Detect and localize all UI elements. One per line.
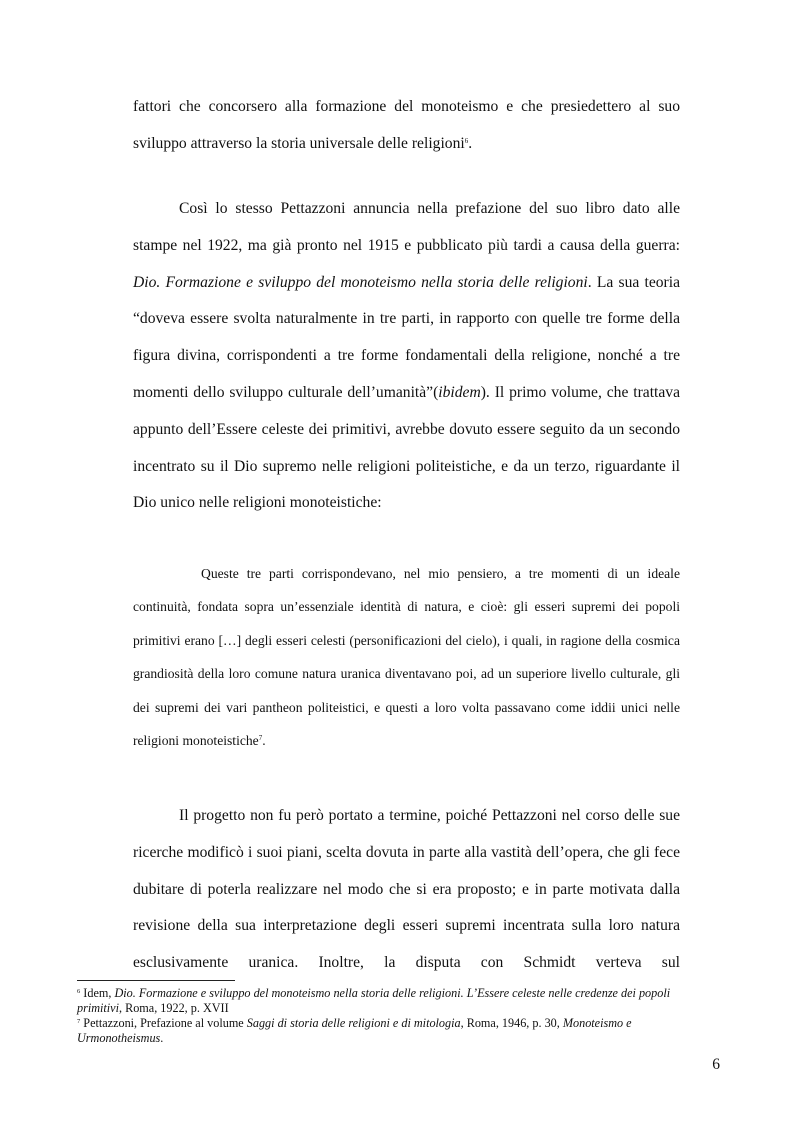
paragraph-text: Così lo stesso Pettazzoni annuncia nella prefazione del suo libro dato alle stampe nel 1922, ma già pronto nel 1915 e pubblicato più tardi a causa della guerra: <box>133 200 680 254</box>
footnote-number: 7 <box>77 1018 81 1025</box>
book-title: Dio. Formazione e sviluppo del monoteismo nella storia delle religioni <box>133 273 588 291</box>
paragraph-text: . La sua teoria “doveva essere svolta naturalmente in tre parti, in rapporto con quelle tre forme della figura divina, corrispondenti a tre forme fondamentali della religione, nonché a tre momenti dello sviluppo culturale dell’umanità”( <box>133 273 680 401</box>
paragraph-end: . <box>468 135 473 152</box>
footnote-number: 6 <box>77 988 81 995</box>
footnote-text: Idem, <box>80 986 115 1000</box>
paragraph-continued <box>133 88 680 162</box>
footnote-text: Pettazzoni, Prefazione al volume <box>80 1016 247 1030</box>
block-quote <box>133 557 680 757</box>
footnote-text: , Roma, 1922, p. XVII <box>118 1000 229 1015</box>
page-number: 6 <box>712 1056 720 1073</box>
footnote-title: Dio. Formazione e sviluppo del monoteismo nella storia delle religioni. L’Essere celeste nelle credenze dei popoli primitivi <box>77 986 671 1015</box>
footnote-separator <box>77 980 235 981</box>
footnote-ref-6: 6 <box>464 137 469 145</box>
ibidem-ref: ibidem <box>438 383 481 401</box>
quote-text: Queste tre parti corrispondevano, nel mio pensiero, a tre momenti di un ideale continuità, fondata sopra un’essenziale identità di natura, e cioè: gli esseri supremi dei popoli primitivi erano […] degli esseri celesti (personificazioni del cielo), i quali, in ragione della cosmica grandiosità della loro comune natura uranica diventavano poi, ad un superiore livello culturale, gli dei supremi dei vari pantheon politeistici, e questi a loro volta passavano come iddii unici nelle religioni monoteistiche <box>133 566 680 749</box>
footnote-text: . <box>160 1030 164 1045</box>
footnote-7 <box>77 1016 717 1045</box>
paragraph-text: Il progetto non fu però portato a termine, poiché Pettazzoni nel corso delle sue ricerche modificò i suoi piani, scelta dovuta in parte alla vastità dell’opera, che gli fece dubitare di poterla realizzare nel modo che si era proposto; e in parte motivata dalla revisione della sua interpretazione degli esseri supremi incentrata sulla loro natura esclusivamente uranica. Inoltre, la disputa con Schmidt verteva sul <box>133 807 680 972</box>
footnote-text: , Roma, 1946, p. 30, <box>460 1016 563 1030</box>
quote-end: . <box>262 733 266 749</box>
paragraph-progetto <box>133 798 680 982</box>
paragraph-text: fattori che concorsero alla formazione del monoteismo e che presiedettero al suo sviluppo attraverso la storia universale delle religioni <box>133 98 680 152</box>
footnote-title: Monoteismo e Urmonotheismus <box>77 1016 632 1045</box>
footnote-6 <box>77 986 717 1015</box>
footnote-title: Saggi di storia delle religioni e di mitologia <box>246 1016 461 1030</box>
footnote-ref-7: 7 <box>258 734 263 743</box>
paragraph-prefazione <box>133 191 680 522</box>
paragraph-text: ). Il primo volume, che trattava appunto dell’Essere celeste dei primitivi, avrebbe dovuto essere seguito da un secondo incentrato su il Dio supremo nelle religioni politeistiche, e da un terzo, riguardante il Dio unico nelle religioni monoteistiche: <box>133 383 680 512</box>
